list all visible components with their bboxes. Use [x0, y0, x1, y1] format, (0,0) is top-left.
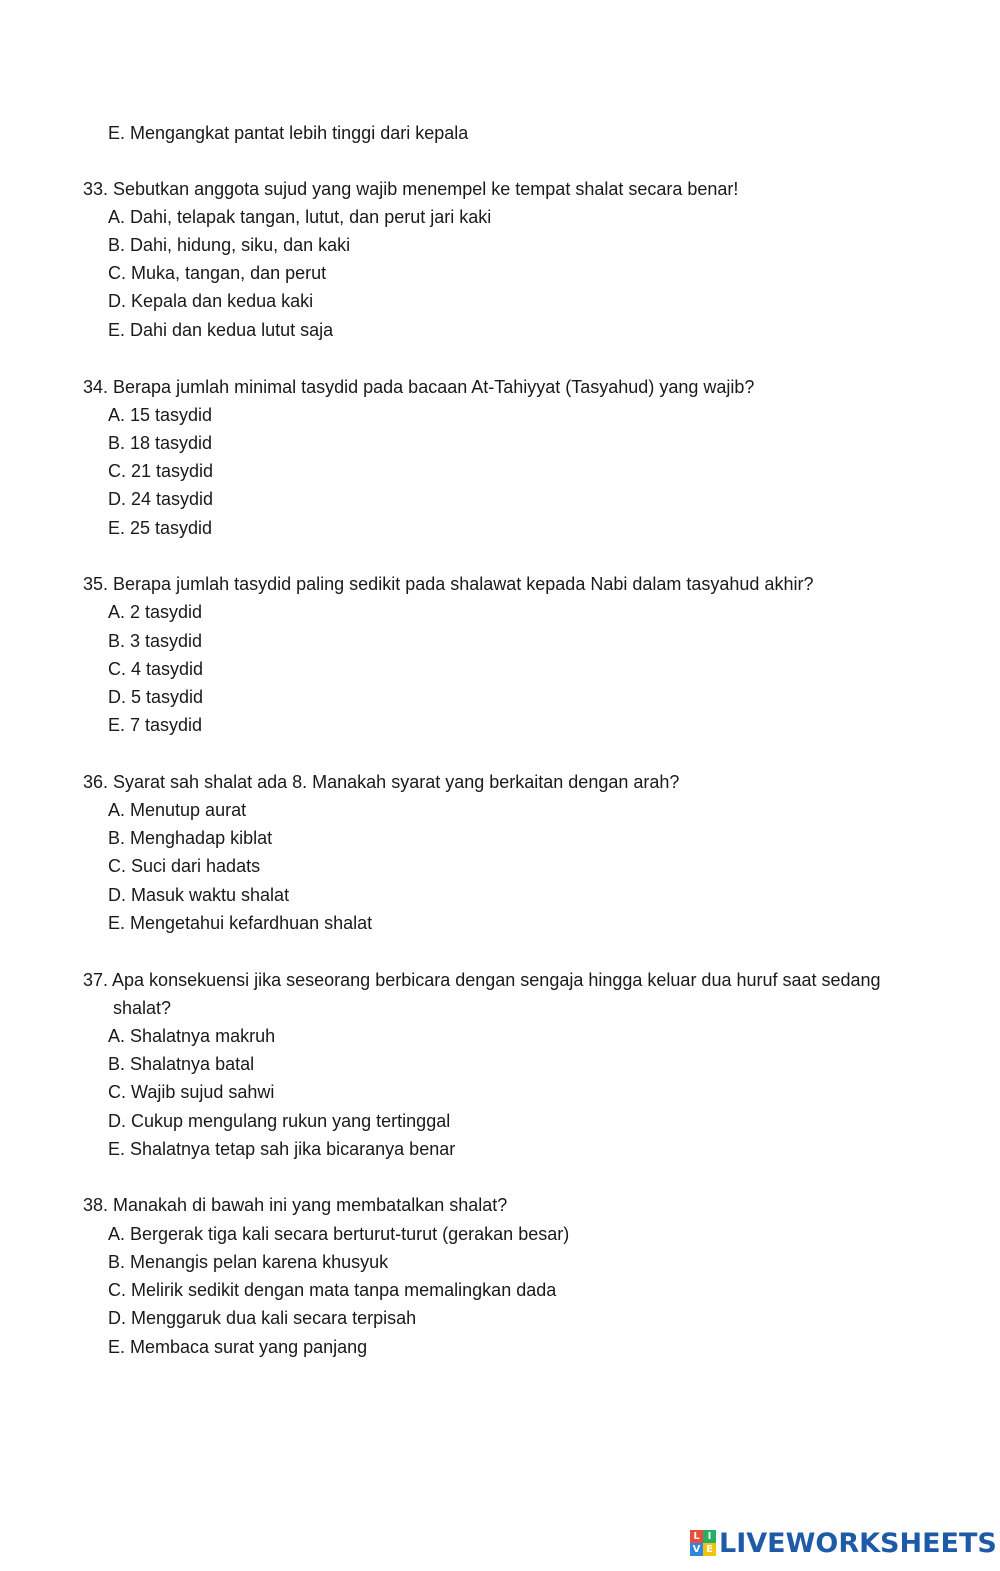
- option-36-d: D. Masuk waktu shalat: [108, 885, 290, 905]
- option-38-b: B. Menangis pelan karena khusyuk: [108, 1252, 389, 1272]
- option-34-e: E. 25 tasydid: [108, 518, 213, 538]
- option-35-a: A. 2 tasydid: [108, 602, 203, 622]
- option-33-e: E. Dahi dan kedua lutut saja: [108, 320, 334, 340]
- option-37-e: E. Shalatnya tetap sah jika bicaranya benar: [108, 1139, 456, 1159]
- option-36-a: A. Menutup aurat: [108, 800, 247, 820]
- liveworksheets-logo-icon: [690, 1530, 716, 1556]
- logo-mark-letter: I: [703, 1530, 716, 1543]
- question-37: 37. Apa konsekuensi jika seseorang berbicara dengan sengaja hingga keluar dua huruf saat sedang: [83, 970, 881, 990]
- option-36-e: E. Mengetahui kefardhuan shalat: [108, 913, 373, 933]
- option-37-b: B. Shalatnya batal: [108, 1054, 255, 1074]
- logo-mark-letter: L: [690, 1530, 703, 1543]
- option-33-a: A. Dahi, telapak tangan, lutut, dan perut jari kaki: [108, 207, 492, 227]
- option-33-d: D. Kepala dan kedua kaki: [108, 291, 314, 311]
- logo-mark-letter: V: [690, 1543, 703, 1556]
- question-38: 38. Manakah di bawah ini yang membatalkan shalat?: [83, 1195, 508, 1215]
- option-35-c: C. 4 tasydid: [108, 659, 204, 679]
- option-33-b: B. Dahi, hidung, siku, dan kaki: [108, 235, 351, 255]
- option-36-b: B. Menghadap kiblat: [108, 828, 273, 848]
- logo-mark-letter: E: [703, 1543, 716, 1556]
- option-36-c: C. Suci dari hadats: [108, 856, 261, 876]
- option-34-b: B. 18 tasydid: [108, 433, 213, 453]
- question-37-continuation: shalat?: [113, 998, 172, 1018]
- question-36: 36. Syarat sah shalat ada 8. Manakah syarat yang berkaitan dengan arah?: [83, 772, 680, 792]
- option-34-a: A. 15 tasydid: [108, 405, 213, 425]
- option-38-d: D. Menggaruk dua kali secara terpisah: [108, 1308, 417, 1328]
- option-37-a: A. Shalatnya makruh: [108, 1026, 276, 1046]
- option-38-c: C. Melirik sedikit dengan mata tanpa memalingkan dada: [108, 1280, 557, 1300]
- option-32-e: E. Mengangkat pantat lebih tinggi dari kepala: [108, 123, 469, 143]
- option-38-e: E. Membaca surat yang panjang: [108, 1337, 368, 1357]
- option-33-c: C. Muka, tangan, dan perut: [108, 263, 327, 283]
- option-34-c: C. 21 tasydid: [108, 461, 214, 481]
- option-38-a: A. Bergerak tiga kali secara berturut-turut (gerakan besar): [108, 1224, 570, 1244]
- logo-text: LIVEWORKSHEETS: [719, 1527, 997, 1559]
- liveworksheets-logo[interactable]: [690, 1526, 997, 1560]
- option-35-e: E. 7 tasydid: [108, 715, 203, 735]
- question-35: 35. Berapa jumlah tasydid paling sedikit pada shalawat kepada Nabi dalam tasyahud akhir?: [83, 574, 814, 594]
- question-33: 33. Sebutkan anggota sujud yang wajib menempel ke tempat shalat secara benar!: [83, 179, 739, 199]
- option-35-d: D. 5 tasydid: [108, 687, 204, 707]
- question-34: 34. Berapa jumlah minimal tasydid pada bacaan At-Tahiyyat (Tasyahud) yang wajib?: [83, 377, 755, 397]
- option-37-d: D. Cukup mengulang rukun yang tertinggal: [108, 1111, 451, 1131]
- option-37-c: C. Wajib sujud sahwi: [108, 1082, 275, 1102]
- option-34-d: D. 24 tasydid: [108, 489, 214, 509]
- option-35-b: B. 3 tasydid: [108, 631, 203, 651]
